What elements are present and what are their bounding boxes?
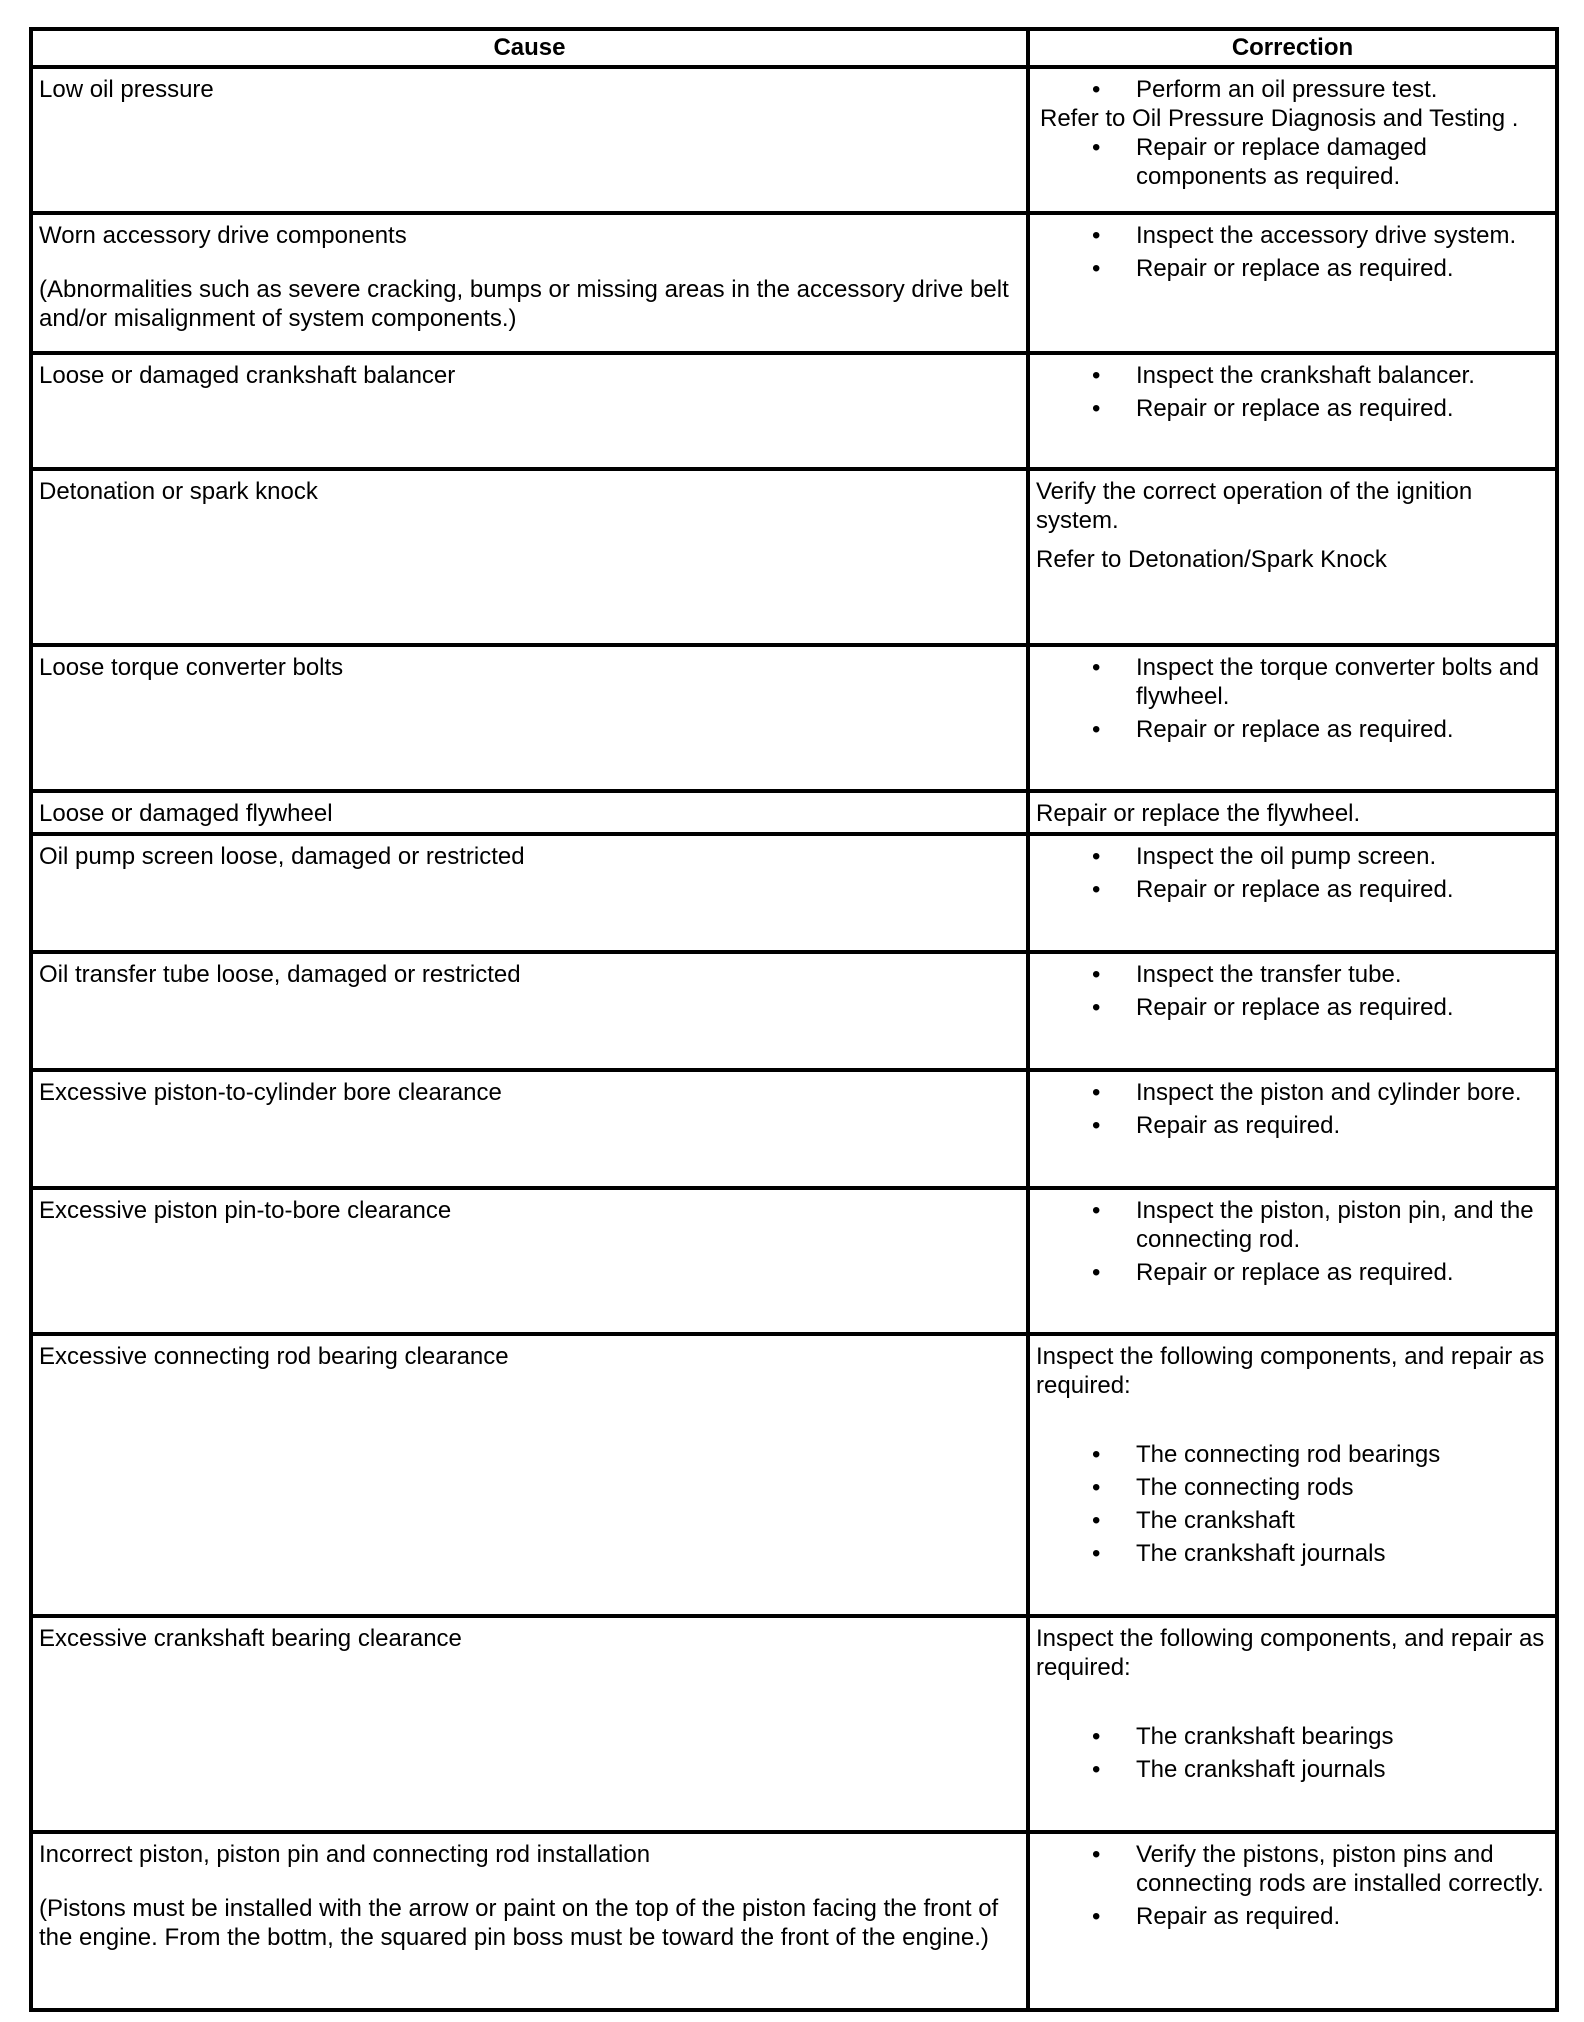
list-item: • Inspect the oil pump screen. <box>1092 843 1437 870</box>
cause-text: Incorrect piston, piston pin and connecting rod installation <box>39 1841 651 1868</box>
correction-list <box>1036 361 1549 423</box>
header-cause: Cause <box>31 29 1028 67</box>
correction-list <box>1036 960 1549 1022</box>
cause-text: Detonation or spark knock <box>39 478 318 505</box>
bullet-icon: • <box>1092 222 1101 249</box>
bullet-icon: • <box>1092 994 1101 1021</box>
bullet-icon: • <box>1092 843 1101 870</box>
correction-list <box>1036 75 1549 104</box>
table-row <box>31 67 1557 213</box>
bullet-icon: • <box>1092 1507 1101 1534</box>
cause-note: (Abnormalities such as severe cracking, bumps or missing areas in the accessory drive belt and/or misalignment of system components.) <box>39 276 1009 332</box>
list-item: • Inspect the piston and cylinder bore. <box>1092 1079 1522 1106</box>
table-row <box>31 1616 1557 1832</box>
bullet-icon: • <box>1092 1756 1101 1783</box>
bullet-icon: • <box>1092 1079 1101 1106</box>
correction-cell <box>1028 213 1557 353</box>
bullet-icon: • <box>1092 255 1101 282</box>
reference-text: Refer to Oil Pressure Diagnosis and Testing . <box>1040 105 1519 132</box>
cause-text: Excessive piston pin-to-bore clearance <box>39 1197 452 1224</box>
cause-cell <box>31 952 1028 1070</box>
list-item: • The crankshaft journals <box>1092 1540 1386 1567</box>
cause-cell <box>31 645 1028 791</box>
cause-text: Oil transfer tube loose, damaged or restricted <box>39 961 521 988</box>
correction-list <box>1036 133 1549 191</box>
bullet-icon: • <box>1092 1441 1101 1468</box>
list-item: • The crankshaft bearings <box>1092 1723 1394 1750</box>
correction-cell <box>1028 67 1557 213</box>
table-row <box>31 213 1557 353</box>
list-item: • Verify the pistons, piston pins and connecting rods are installed correctly. <box>1092 1841 1544 1897</box>
bullet-icon: • <box>1092 1841 1101 1868</box>
header-correction: Correction <box>1028 29 1557 67</box>
list-item: • Inspect the crankshaft balancer. <box>1092 362 1475 389</box>
cause-text: Excessive connecting rod bearing clearance <box>39 1343 509 1370</box>
bullet-icon: • <box>1092 1723 1101 1750</box>
cause-cell <box>31 1070 1028 1188</box>
bullet-icon: • <box>1092 654 1101 681</box>
bullet-icon: • <box>1092 1540 1101 1567</box>
correction-list <box>1036 1722 1549 1784</box>
cause-cell <box>31 1334 1028 1616</box>
cause-text: Low oil pressure <box>39 76 214 103</box>
correction-cell <box>1028 1334 1557 1616</box>
table-row <box>31 645 1557 791</box>
correction-list <box>1036 842 1549 904</box>
cause-cell <box>31 213 1028 353</box>
bullet-icon: • <box>1092 1112 1101 1139</box>
correction-cell <box>1028 1616 1557 1832</box>
table-row <box>31 1832 1557 2010</box>
cause-text: Worn accessory drive components <box>39 222 407 249</box>
bullet-icon: • <box>1092 1903 1101 1930</box>
cause-text: Loose or damaged crankshaft balancer <box>39 362 456 389</box>
correction-cell <box>1028 469 1557 645</box>
table-row <box>31 1070 1557 1188</box>
cause-cell <box>31 353 1028 469</box>
list-item: • Repair or replace as required. <box>1092 1259 1454 1286</box>
list-item: • The crankshaft <box>1092 1507 1295 1534</box>
list-item: • Repair as required. <box>1092 1903 1341 1930</box>
correction-text: Repair or replace the flywheel. <box>1036 800 1361 827</box>
correction-cell <box>1028 1070 1557 1188</box>
bullet-icon: • <box>1092 76 1101 103</box>
bullet-icon: • <box>1092 362 1101 389</box>
cause-cell <box>31 1832 1028 2010</box>
cause-text: Oil pump screen loose, damaged or restricted <box>39 843 525 870</box>
correction-cell <box>1028 1188 1557 1334</box>
list-item: • Perform an oil pressure test. <box>1092 76 1438 103</box>
table-row <box>31 952 1557 1070</box>
table-row <box>31 353 1557 469</box>
correction-cell <box>1028 1832 1557 2010</box>
correction-text: Inspect the following components, and repair as required: <box>1036 1343 1545 1399</box>
table-row <box>31 834 1557 952</box>
cause-cell <box>31 1188 1028 1334</box>
correction-cell <box>1028 645 1557 791</box>
cause-cell <box>31 67 1028 213</box>
correction-cell <box>1028 353 1557 469</box>
list-item: • Inspect the piston, piston pin, and the connecting rod. <box>1092 1197 1534 1253</box>
bullet-icon: • <box>1092 395 1101 422</box>
diagnostic-table <box>29 27 1559 2012</box>
cause-cell <box>31 1616 1028 1832</box>
cause-text: Excessive piston-to-cylinder bore clearance <box>39 1079 502 1106</box>
list-item: • Repair or replace as required. <box>1092 994 1454 1021</box>
table-row <box>31 469 1557 645</box>
correction-cell <box>1028 791 1557 834</box>
correction-list <box>1036 1078 1549 1140</box>
list-item: • Repair or replace as required. <box>1092 255 1454 282</box>
bullet-icon: • <box>1092 961 1101 988</box>
bullet-icon: • <box>1092 876 1101 903</box>
list-item: • Repair or replace as required. <box>1092 716 1454 743</box>
cause-text: Loose or damaged flywheel <box>39 800 333 827</box>
correction-list <box>1036 653 1549 744</box>
reference-text: Refer to Detonation/Spark Knock <box>1036 546 1387 573</box>
list-item: • Inspect the accessory drive system. <box>1092 222 1517 249</box>
list-item: • Inspect the torque converter bolts and flywheel. <box>1092 654 1539 710</box>
diagnostic-table-container <box>29 27 1555 2012</box>
cause-text: Excessive crankshaft bearing clearance <box>39 1625 462 1652</box>
correction-text: Inspect the following components, and repair as required: <box>1036 1625 1545 1681</box>
correction-list <box>1036 1196 1549 1287</box>
bullet-icon: • <box>1092 1197 1101 1224</box>
cause-cell <box>31 791 1028 834</box>
cause-cell <box>31 834 1028 952</box>
bullet-icon: • <box>1092 134 1101 161</box>
cause-text: Loose torque converter bolts <box>39 654 344 681</box>
list-item: • The connecting rod bearings <box>1092 1441 1441 1468</box>
table-row <box>31 1188 1557 1334</box>
table-row <box>31 1334 1557 1616</box>
correction-list <box>1036 1440 1549 1568</box>
bullet-icon: • <box>1092 716 1101 743</box>
list-item: • Repair as required. <box>1092 1112 1341 1139</box>
correction-list <box>1036 1840 1549 1931</box>
correction-list <box>1036 221 1549 283</box>
header-row <box>31 29 1557 67</box>
correction-cell <box>1028 952 1557 1070</box>
list-item: • The crankshaft journals <box>1092 1756 1386 1783</box>
list-item: • Repair or replace as required. <box>1092 395 1454 422</box>
bullet-icon: • <box>1092 1259 1101 1286</box>
cause-note: (Pistons must be installed with the arrow or paint on the top of the piston facing the front of the engine. From the bottm, the squared pin boss must be toward the front of the engine.) <box>39 1895 999 1951</box>
list-item: • Inspect the transfer tube. <box>1092 961 1402 988</box>
table-row <box>31 791 1557 834</box>
list-item: • Repair or replace damaged components as required. <box>1092 134 1427 190</box>
correction-cell <box>1028 834 1557 952</box>
correction-text: Verify the correct operation of the ignition system. <box>1036 478 1473 534</box>
bullet-icon: • <box>1092 1474 1101 1501</box>
list-item: • Repair or replace as required. <box>1092 876 1454 903</box>
list-item: • The connecting rods <box>1092 1474 1354 1501</box>
cause-cell <box>31 469 1028 645</box>
